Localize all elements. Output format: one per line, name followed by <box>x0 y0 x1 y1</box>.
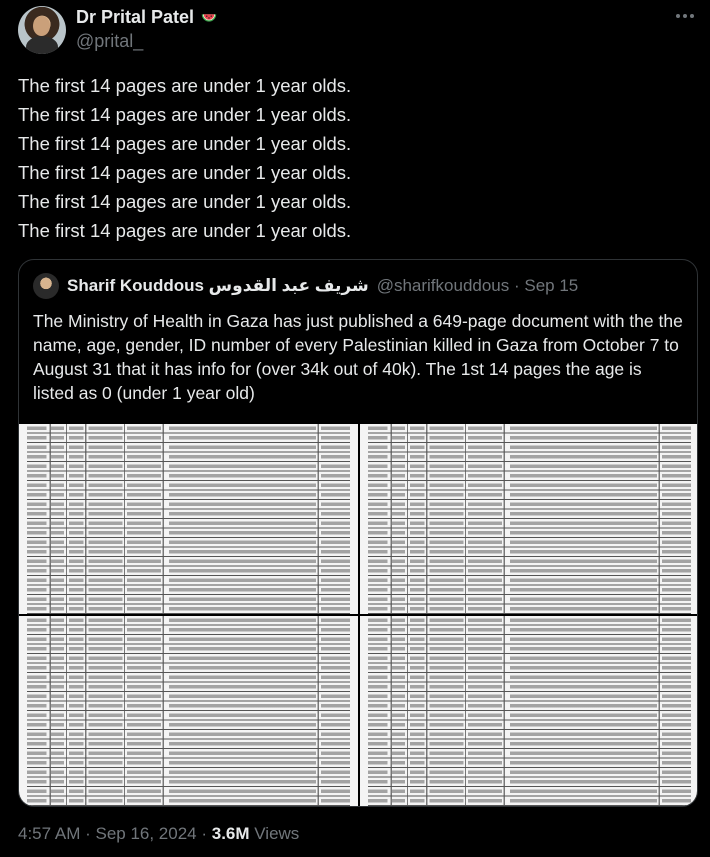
document-page-image[interactable] <box>19 616 358 807</box>
quoted-handle-date: @sharifkouddous · Sep 15 <box>376 276 579 295</box>
author-avatar[interactable] <box>18 6 66 54</box>
timestamp[interactable]: 4:57 AM · Sep 16, 2024 · <box>18 824 212 843</box>
more-options-icon[interactable] <box>676 12 698 20</box>
quoted-post[interactable] <box>18 259 698 807</box>
body-line: The first 14 pages are under 1 year olds. <box>18 75 352 96</box>
quoted-author-name: Sharif Kouddous شريف عبد القدوس <box>67 276 369 295</box>
post-meta <box>18 824 299 844</box>
quoted-avatar <box>33 273 59 299</box>
document-page-image[interactable] <box>360 424 698 614</box>
quoted-header <box>33 273 578 299</box>
author-name[interactable]: Dr Prital Patel <box>76 7 195 27</box>
avatar-face <box>33 16 50 36</box>
author-handle[interactable]: @prital_ <box>76 31 144 51</box>
quoted-text: The Ministry of Health in Gaza has just published a 649-page document with the the name, age, gender, ID number of every Palestinian killed in Gaza from October 7 to August 31 that it has info for (over 34k out of 40k). The 1st 14 pages the age is listed as 0 (under 1 year old) <box>33 311 683 403</box>
post-body <box>18 71 698 245</box>
body-line: The first 14 pages are under 1 year olds. <box>18 191 352 212</box>
views-count: 3.6M <box>211 824 250 843</box>
body-line: The first 14 pages are under 1 year olds. <box>18 133 352 154</box>
quoted-media-grid[interactable] <box>19 424 697 807</box>
document-page-image[interactable] <box>360 616 698 807</box>
views-label: Views <box>249 824 300 843</box>
document-page-image[interactable] <box>19 424 358 614</box>
watermelon-icon <box>200 9 218 27</box>
body-line: The first 14 pages are under 1 year olds. <box>18 104 352 125</box>
avatar-body <box>26 36 58 54</box>
body-line: The first 14 pages are under 1 year olds. <box>18 162 352 183</box>
author-name-row <box>76 7 218 28</box>
body-line: The first 14 pages are under 1 year olds. <box>18 220 352 241</box>
